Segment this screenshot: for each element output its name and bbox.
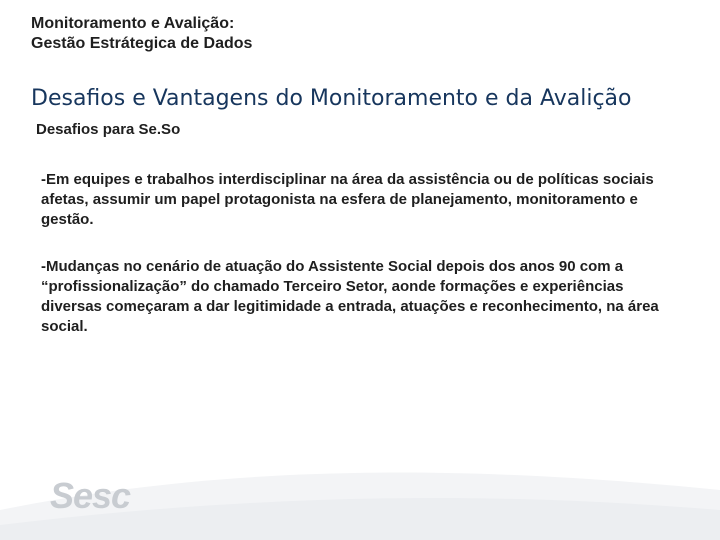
slide-title: Desafios e Vantagens do Monitoramento e da Avalição <box>31 86 632 111</box>
header-line-2: Gestão Estrátegica de Dados <box>31 35 253 52</box>
presentation-header <box>31 14 252 54</box>
paragraph-1: -Em equipes e trabalhos interdisciplinar na área da assistência ou de políticas sociais afetas, assumir um papel protagonista na esfera de planejamento, monitoramento e gestão. <box>41 171 654 228</box>
sesc-logo-icon <box>48 470 148 525</box>
slide-subtitle: Desafios para Se.So <box>36 121 181 138</box>
svg-text:Sesc: Sesc <box>50 475 131 516</box>
paragraph-2: -Mudanças no cenário de atuação do Assistente Social depois dos anos 90 com a “profissionalização” do chamado Terceiro Setor, aonde formações e experiências diversas começaram a dar legitimidade a entrada, atuações e reconhecimento, na área social. <box>41 258 659 335</box>
header-line-1: Monitoramento e Avalição: <box>31 15 235 32</box>
